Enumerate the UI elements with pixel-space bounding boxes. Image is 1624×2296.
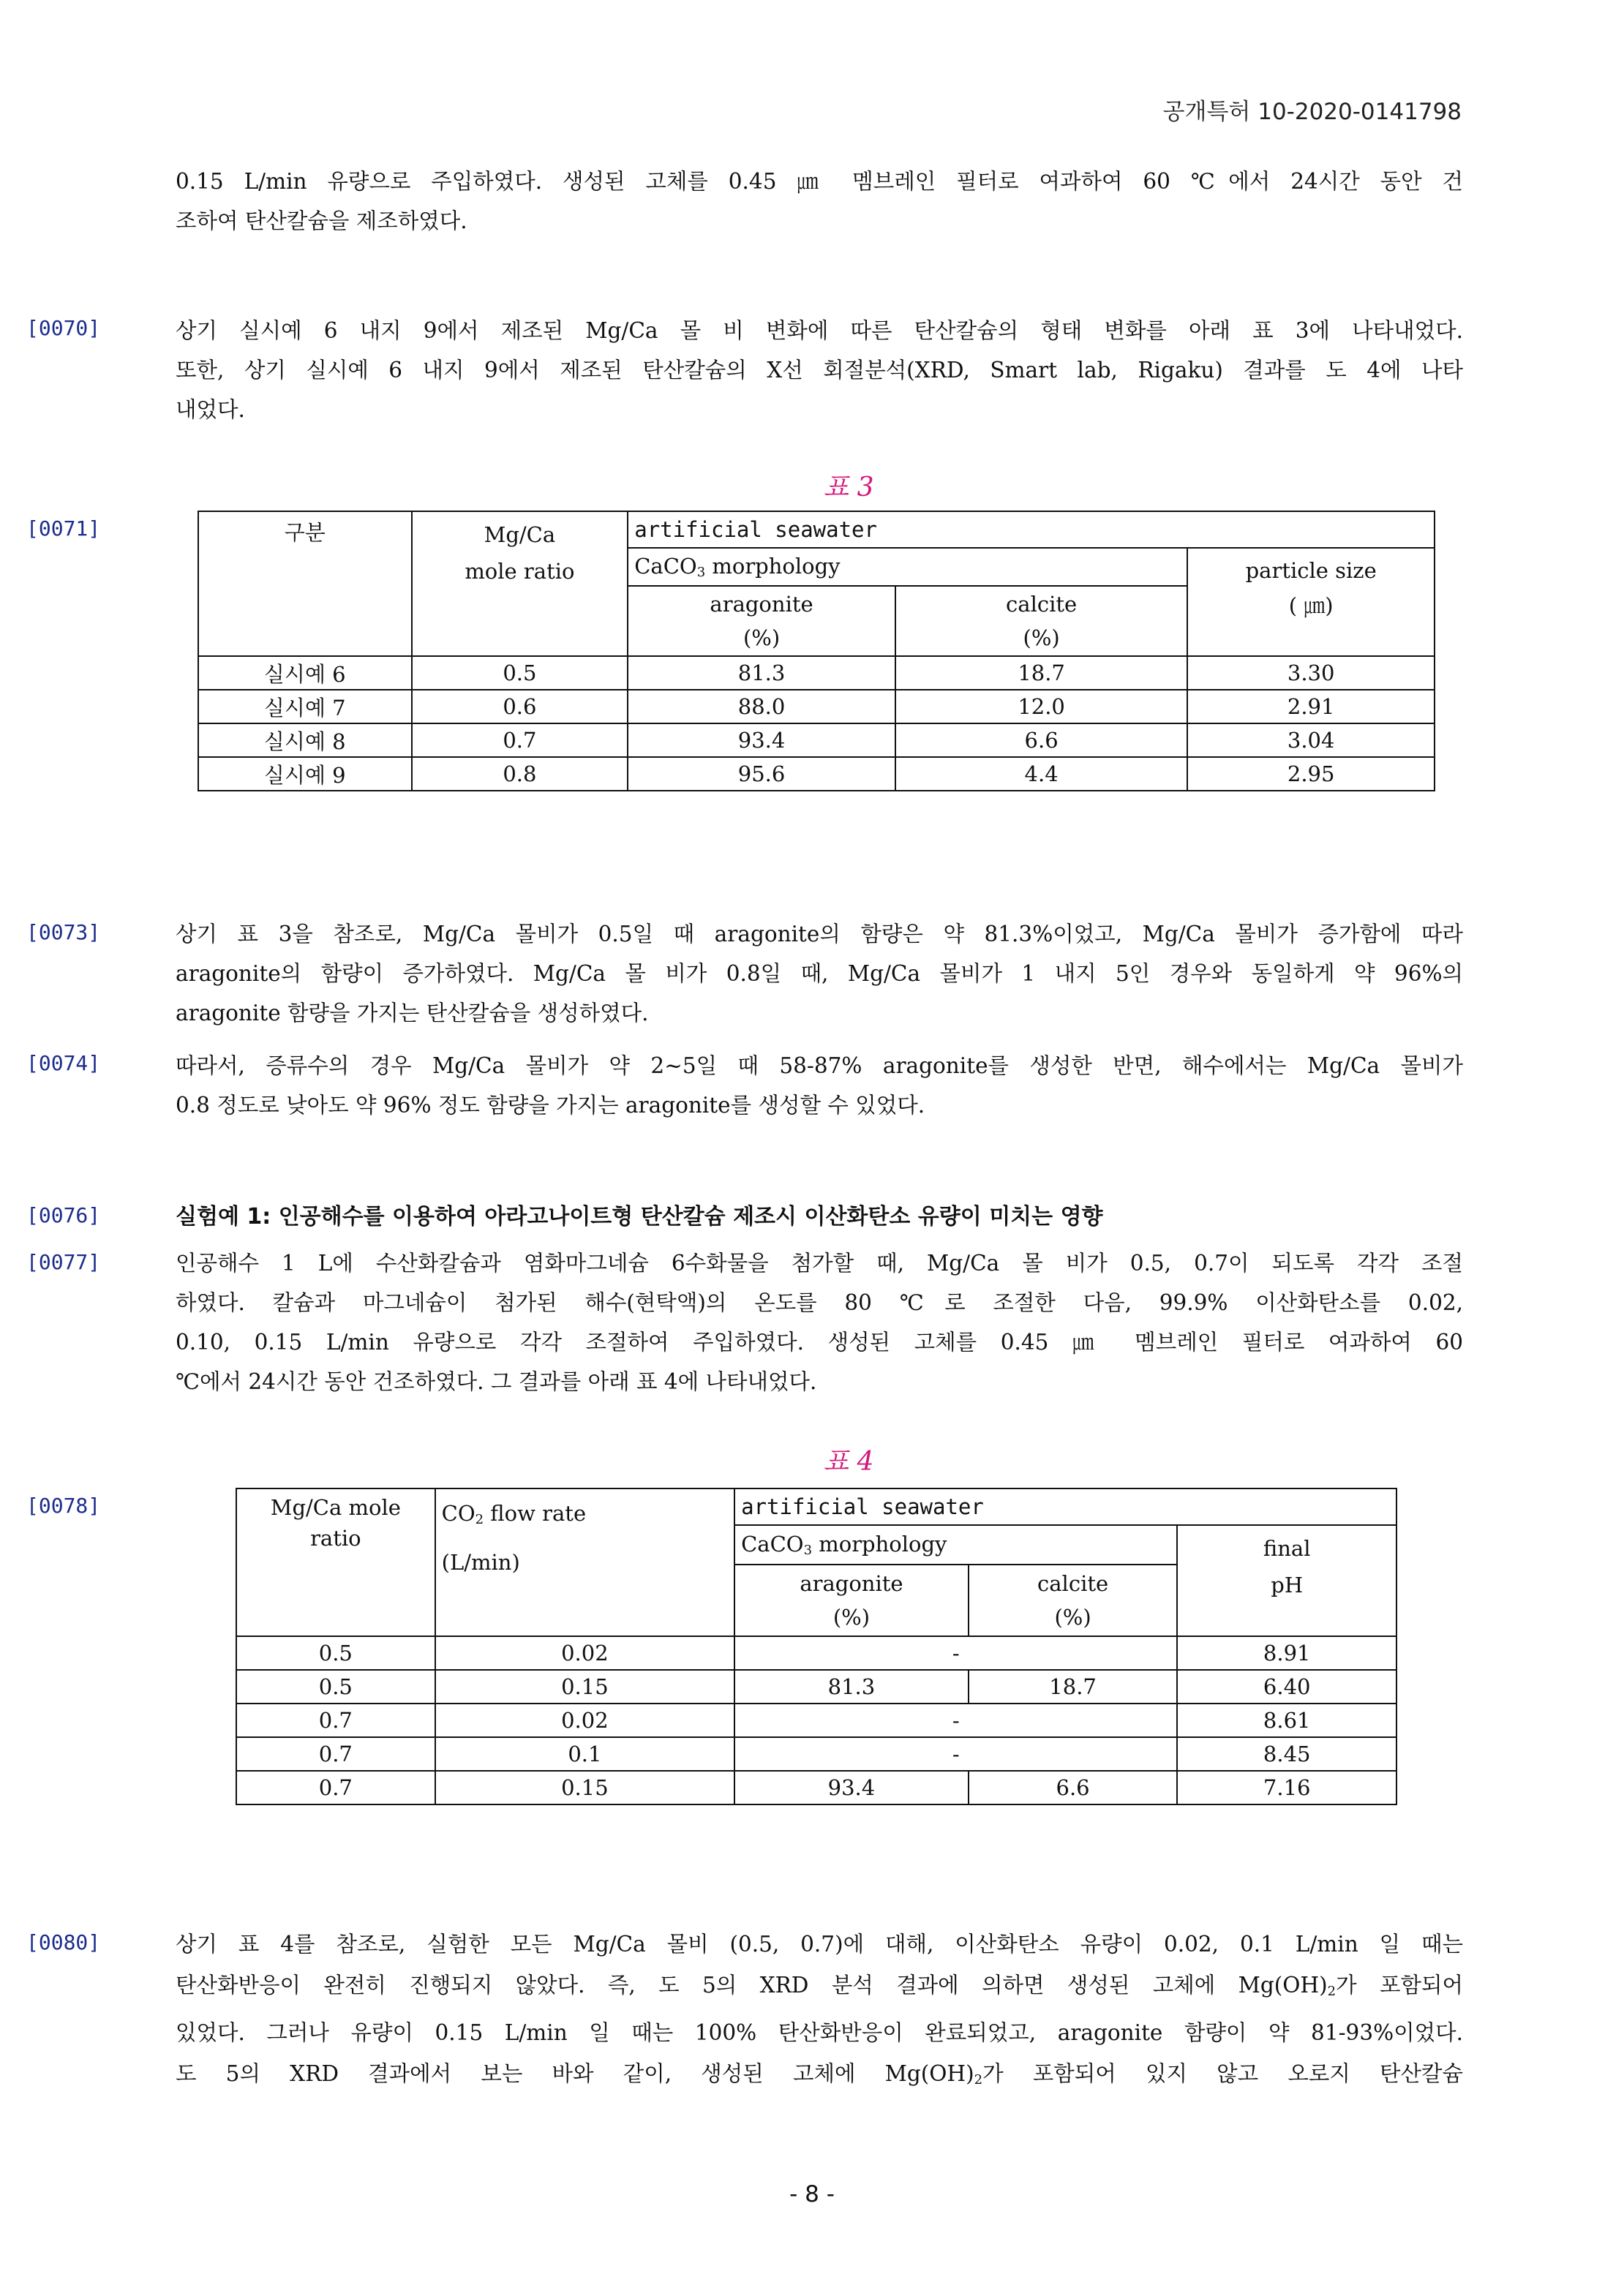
- text-span: 도 5의 XRD 결과에서 보는 바와 같이, 생성된 고체에 Mg(OH): [176, 2061, 974, 2086]
- paragraph-0074: [176, 1046, 1463, 1125]
- table-cell: 81.3: [628, 656, 895, 690]
- table-cell: 18.7: [969, 1670, 1178, 1704]
- table-cell: 6.6: [969, 1771, 1178, 1804]
- header-label: aragonite: [800, 1571, 903, 1596]
- text-line: ℃에서 24시간 동안 건조하였다. 그 결과를 아래 표 4에 나타내었다.: [176, 1369, 817, 1394]
- paragraph-0077: [176, 1243, 1463, 1401]
- header-aragonite: [628, 586, 895, 656]
- header-label: final: [1263, 1536, 1311, 1561]
- text-line: 상기 표 4를 참조로, 실험한 모든 Mg/Ca 몰비 (0.5, 0.7)에 대해, 이산화탄소 유량이 0.02, 0.1 L/min 일 때는: [176, 1932, 1463, 1957]
- table-cell: 4.4: [895, 757, 1188, 791]
- text-line: 따라서, 증류수의 경우 Mg/Ca 몰비가 약 2~5일 때 58-87% aragonite를 생성한 반면, 해수에서는 Mg/Ca 몰비가: [176, 1053, 1463, 1078]
- table-3: [198, 511, 1435, 791]
- paragraph-number: [0080]: [26, 1930, 101, 1954]
- text-line: [176, 1965, 1463, 2012]
- paragraph-number: [0073]: [26, 920, 101, 944]
- paragraph-0070: [176, 311, 1463, 429]
- text-span: 가 포함되어 있지 않고 오로지 탄산칼슘: [982, 2061, 1463, 2086]
- table-cell: 2.95: [1187, 757, 1435, 791]
- header-morphology: [628, 548, 1187, 586]
- text-line: aragonite의 함량이 증가하였다. Mg/Ca 몰 비가 0.8일 때, Mg/Ca 몰비가 1 내지 5인 경우와 동일하게 약 96%의: [176, 961, 1463, 986]
- header-mgca: [236, 1488, 435, 1636]
- header-label: mole ratio: [465, 559, 575, 584]
- header-label: calcite: [1037, 1571, 1109, 1596]
- table-row: [236, 1670, 1396, 1704]
- table-row: [236, 1737, 1396, 1771]
- table-cell: 0.15: [435, 1670, 734, 1704]
- header-label: Mg/Ca: [484, 522, 556, 547]
- table-4: [236, 1488, 1397, 1805]
- table-cell: 실시예 6: [198, 656, 412, 690]
- subscript: 2: [475, 1512, 484, 1527]
- text-span: 탄산화반응이 완전히 진행되지 않았다. 즉, 도 5의 XRD 분석 결과에 의하면 생성된 고체에 Mg(OH): [176, 1973, 1328, 1998]
- header-co2-flow: [435, 1488, 734, 1636]
- table-cell-merged: -: [734, 1704, 1177, 1737]
- table-cell: 0.8: [412, 757, 628, 791]
- header-label: morphology: [705, 554, 841, 579]
- table-caption: 표 3: [823, 473, 874, 503]
- table-cell: 0.7: [236, 1737, 435, 1771]
- page-number: - 8 -: [789, 2181, 835, 2207]
- paragraph-0080: [176, 1924, 1463, 2101]
- table-cell: 0.1: [435, 1737, 734, 1771]
- header-label: CO: [441, 1501, 475, 1526]
- header-morphology: [734, 1525, 1177, 1565]
- text-line: 상기 표 3을 참조로, Mg/Ca 몰비가 0.5일 때 aragonite의 함량은 약 81.3%이었고, Mg/Ca 몰비가 증가함에 따라: [176, 922, 1463, 946]
- paragraph-number: [0076]: [26, 1203, 101, 1227]
- text-line: 0.10, 0.15 L/min 유량으로 각각 조절하여 주입하였다. 생성된 고체를 0.45 ㎛ 멤브레인 필터로 여과하여 60: [176, 1330, 1463, 1355]
- table-cell: 12.0: [895, 690, 1188, 723]
- table-row: [198, 723, 1435, 757]
- text-span: 가 포함되어: [1336, 1973, 1463, 1998]
- header-label: Mg/Ca mole: [270, 1495, 401, 1520]
- table-cell: 18.7: [895, 656, 1188, 690]
- table-row: [198, 757, 1435, 791]
- document-id: 공개특허 10-2020-0141798: [1162, 99, 1462, 125]
- table-row: [236, 1636, 1396, 1670]
- paragraph-number: [0078]: [26, 1494, 101, 1518]
- table-cell: 8.91: [1177, 1636, 1396, 1670]
- table-row: [198, 690, 1435, 723]
- header-aragonite: [734, 1565, 969, 1636]
- table-cell: 3.30: [1187, 656, 1435, 690]
- table-cell: 0.15: [435, 1771, 734, 1804]
- table-cell: 7.16: [1177, 1771, 1396, 1804]
- table-cell: 0.5: [412, 656, 628, 690]
- table-row: [198, 656, 1435, 690]
- text-line: 또한, 상기 실시예 6 내지 9에서 제조된 탄산칼슘의 X선 회절분석(XRD, Smart lab, Rigaku) 결과를 도 4에 나타: [176, 358, 1463, 383]
- subscript: 2: [1327, 1984, 1337, 1999]
- table-cell: 93.4: [628, 723, 895, 757]
- header-label: (L/min): [441, 1550, 520, 1575]
- header-calcite: [969, 1565, 1178, 1636]
- paragraph-0073: [176, 914, 1463, 1033]
- subscript: 3: [803, 1543, 813, 1558]
- header-final-ph: [1177, 1525, 1396, 1636]
- table-cell-merged: -: [734, 1737, 1177, 1771]
- subscript: 2: [974, 2072, 983, 2088]
- table-cell: 실시예 7: [198, 690, 412, 723]
- text-line: 내었다.: [176, 397, 245, 422]
- intro-paragraph: [176, 162, 1463, 241]
- table-cell: 8.45: [1177, 1737, 1396, 1771]
- header-label: (%): [743, 625, 781, 650]
- table-cell: 81.3: [734, 1670, 969, 1704]
- subscript: 3: [696, 565, 706, 580]
- header-label: CaCO: [741, 1532, 804, 1557]
- header-label: flow rate: [484, 1501, 587, 1526]
- table-cell-merged: -: [734, 1636, 1177, 1670]
- text-line: 조하여 탄산칼슘을 제조하였다.: [176, 208, 467, 233]
- table-row: [236, 1704, 1396, 1737]
- text-line: aragonite 함량을 가지는 탄산칼슘을 생성하였다.: [176, 1001, 649, 1025]
- header-label: particle size: [1245, 558, 1377, 583]
- table-cell: 0.5: [236, 1636, 435, 1670]
- table-cell: 6.6: [895, 723, 1188, 757]
- header-label: morphology: [812, 1532, 947, 1557]
- table-cell: 0.02: [435, 1636, 734, 1670]
- table-cell: 6.40: [1177, 1670, 1396, 1704]
- paragraph-number: [0071]: [26, 516, 101, 541]
- table-row: [236, 1771, 1396, 1804]
- paragraph-number: [0070]: [26, 316, 101, 340]
- table-cell: 93.4: [734, 1771, 969, 1804]
- table-caption: 표 4: [823, 1447, 874, 1477]
- text-line: 상기 실시예 6 내지 9에서 제조된 Mg/Ca 몰 비 변화에 따른 탄산칼슘의 형태 변화를 아래 표 3에 나타내었다.: [176, 318, 1463, 343]
- text-line: 있었다. 그러나 유량이 0.15 L/min 일 때는 100% 탄산화반응이 완료되었고, aragonite 함량이 약 81-93%이었다.: [176, 2020, 1463, 2045]
- table-cell: 8.61: [1177, 1704, 1396, 1737]
- table-cell: 0.7: [236, 1771, 435, 1804]
- table-cell: 95.6: [628, 757, 895, 791]
- text-line: 인공해수 1 L에 수산화칼슘과 염화마그네슘 6수화물을 첨가할 때, Mg/Ca 몰 비가 0.5, 0.7이 되도록 각각 조절: [176, 1251, 1463, 1276]
- section-heading: 실험예 1: 인공해수를 이용하여 아라고나이트형 탄산칼슘 제조시 이산화탄소 유량이 미치는 영향: [176, 1204, 1103, 1230]
- table-cell: 0.7: [236, 1704, 435, 1737]
- header-label: 구분: [284, 520, 326, 545]
- header-label: (%): [832, 1605, 871, 1630]
- text-line: 0.15 L/min 유량으로 주입하였다. 생성된 고체를 0.45 ㎛ 멤브레인 필터로 여과하여 60 ℃에서 24시간 동안 건: [176, 169, 1463, 194]
- header-label: ratio: [310, 1526, 361, 1551]
- header-label: pH: [1271, 1573, 1304, 1597]
- table-cell: 0.7: [412, 723, 628, 757]
- table-cell: 0.5: [236, 1670, 435, 1704]
- text-line: [176, 2053, 1463, 2101]
- header-gubun: [198, 511, 412, 656]
- header-label: ( ㎛): [1288, 593, 1334, 618]
- table-cell: 실시예 9: [198, 757, 412, 791]
- paragraph-number: [0077]: [26, 1250, 101, 1274]
- header-particle-size: [1187, 548, 1435, 656]
- header-label: calcite: [1006, 592, 1078, 617]
- header-label: (%): [1054, 1605, 1091, 1630]
- header-label: CaCO: [634, 554, 697, 579]
- paragraph-number: [0074]: [26, 1051, 101, 1075]
- text-line: 0.8 정도로 낮아도 약 96% 정도 함량을 가지는 aragonite를 생성할 수 있었다.: [176, 1093, 925, 1118]
- table-cell: 88.0: [628, 690, 895, 723]
- header-seawater: artificial seawater: [628, 511, 1435, 548]
- table-cell: 0.02: [435, 1704, 734, 1737]
- table-cell: 0.6: [412, 690, 628, 723]
- table-cell: 3.04: [1187, 723, 1435, 757]
- table-cell: 실시예 8: [198, 723, 412, 757]
- header-calcite: [895, 586, 1188, 656]
- header-seawater: artificial seawater: [734, 1488, 1396, 1525]
- header-label: aragonite: [710, 592, 813, 617]
- header-label: (%): [1023, 625, 1060, 650]
- header-mgca: [412, 511, 628, 656]
- table-cell: 2.91: [1187, 690, 1435, 723]
- text-line: 하였다. 칼슘과 마그네슘이 첨가된 해수(현탁액)의 온도를 80 ℃로 조절한 다음, 99.9% 이산화탄소를 0.02,: [176, 1290, 1463, 1315]
